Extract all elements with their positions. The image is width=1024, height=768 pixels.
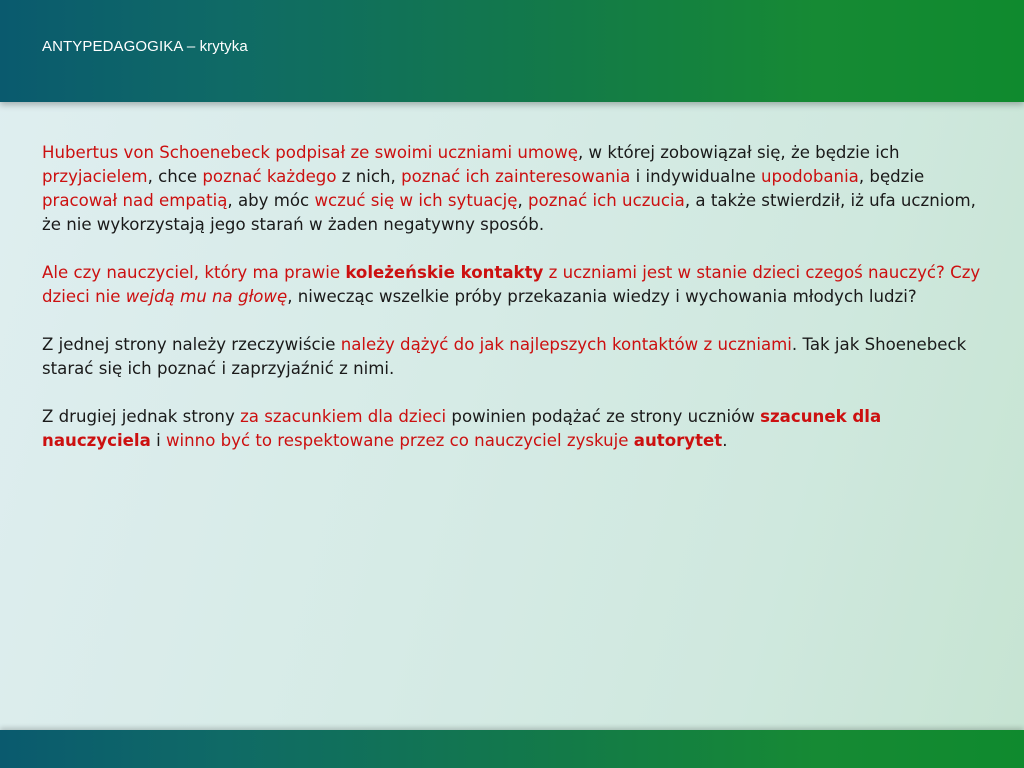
- body-text: i: [150, 431, 166, 450]
- body-text: , a także stwierdził, iż ufa uczniom, że nie wykorzystają jego starań w żaden negatywny sposób.: [42, 191, 976, 234]
- highlight-text: pracował nad empatią: [42, 191, 228, 210]
- paragraph-1: [42, 141, 992, 237]
- highlight-text: należy dążyć do jak najlepszych kontaktów z uczniami: [340, 335, 792, 354]
- body-text: , w której zobowiązał się, że będzie ich: [577, 143, 900, 162]
- slide-title: ANTYPEDAGOGIKA – krytyka: [42, 38, 248, 55]
- bold-highlight-text: szacunek dla nauczyciela: [42, 407, 882, 450]
- highlight-text: wczuć się w ich sytuację: [314, 191, 518, 210]
- body-text: . Tak jak Shoenebeck starać się ich poznać i zaprzyjaźnić z nimi.: [42, 335, 967, 378]
- paragraph-2: [42, 261, 992, 309]
- highlight-text: poznać ich uczucia: [528, 191, 685, 210]
- body-text: , niwecząc wszelkie próby przekazania wiedzy i wychowania młodych ludzi?: [287, 287, 917, 306]
- paragraph-4: [42, 405, 992, 453]
- body-text: Z drugiej jednak strony: [42, 407, 241, 426]
- highlight-text: upodobania: [760, 167, 859, 186]
- slide-body: [42, 141, 992, 477]
- body-text: z nich,: [336, 167, 402, 186]
- body-text: Z jednej strony należy rzeczywiście: [42, 335, 341, 354]
- highlight-text: Hubertus von Schoenebeck podpisał ze swoimi uczniami umowę: [42, 143, 578, 162]
- paragraph-3: [42, 333, 992, 381]
- body-text: ,: [517, 191, 529, 210]
- slide-header-bar: [0, 0, 1024, 102]
- italic-highlight-text: wejdą mu na głowę: [125, 287, 288, 306]
- highlight-text: Ale czy nauczyciel, który ma prawie: [42, 263, 346, 282]
- body-text: i indywidualne: [630, 167, 761, 186]
- highlight-text: poznać ich zainteresowania: [401, 167, 631, 186]
- highlight-text: za szacunkiem dla dzieci: [240, 407, 447, 426]
- highlight-text: z uczniami jest w stanie dzieci czegoś nauczyć? Czy dzieci nie: [42, 263, 981, 306]
- body-text: , chce: [147, 167, 203, 186]
- highlight-text: poznać każdego: [202, 167, 337, 186]
- body-text: , będzie: [858, 167, 925, 186]
- bold-highlight-text: autorytet: [633, 431, 723, 450]
- body-text: , aby móc: [227, 191, 315, 210]
- bold-highlight-text: koleżeńskie kontakty: [345, 263, 544, 282]
- highlight-text: winno być to respektowane przez co nauczyciel zyskuje: [165, 431, 629, 450]
- body-text: .: [722, 431, 728, 450]
- slide-footer-bar: [0, 730, 1024, 768]
- highlight-text: przyjacielem: [42, 167, 148, 186]
- body-text: powinien podążać ze strony uczniów: [446, 407, 761, 426]
